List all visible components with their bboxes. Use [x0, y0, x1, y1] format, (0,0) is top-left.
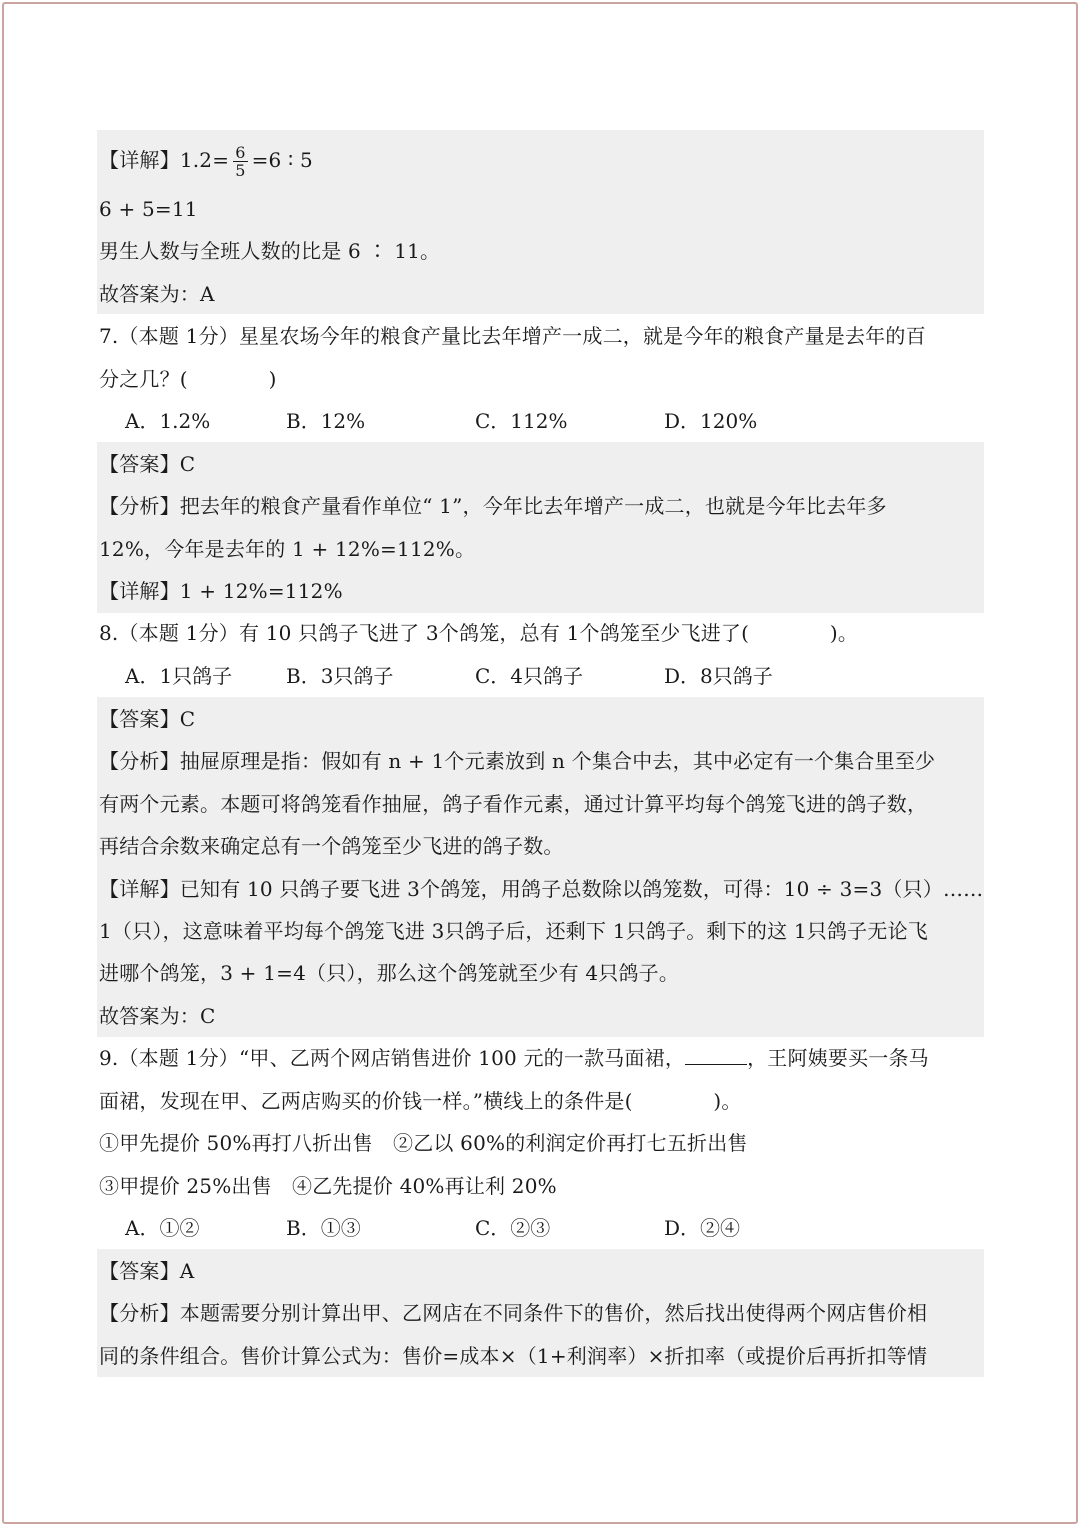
q8-answer: 【答案】C: [99, 707, 196, 731]
q9-analysis-line2: 同的条件组合。售价计算公式为：售价=成本×（1+利润率）×折扣率（或提价后再折扣等情: [99, 1344, 928, 1368]
q8-detail-line2: 1（只），这意味着平均每个鸽笼飞进 3只鸽子后，还剩下 1只鸽子。剩下的这 1只鸽子无论飞: [99, 919, 928, 943]
q8-option-a: A．1只鸽子: [125, 664, 233, 688]
q9-analysis-line1: 【分析】本题需要分别计算出甲、乙网店在不同条件下的售价，然后找出使得两个网店售价相: [99, 1301, 928, 1325]
q9-stem-line2: 面裙，发现在甲、乙两店购买的价钱一样。”横线上的条件是( )。: [99, 1089, 742, 1113]
q9-fill-blank: [685, 1048, 747, 1065]
q8-analysis-line1: 【分析】抽屉原理是指：假如有 n + 1个元素放到 n 个集合中去，其中必定有一个集合里至少: [99, 749, 936, 773]
q7-analysis-line1: 【分析】把去年的粮食产量看作单位“ 1”，今年比去年增产一成二，也就是今年比去年多: [99, 494, 887, 518]
q9-stem-part2: ，王阿姨要买一条马: [747, 1046, 929, 1070]
q8-option-b: B．3只鸽子: [286, 664, 394, 688]
q8-analysis-line3: 再结合余数来确定总有一个鸽笼至少飞进的鸽子数。: [99, 834, 564, 858]
detail-label: 【详解】: [99, 148, 180, 172]
q7-option-d: D．120%: [664, 409, 758, 433]
detail-lhs: 1.2=: [179, 148, 230, 172]
detail-rhs: =6 ∶ 5: [251, 148, 313, 172]
q8-conclusion: 故答案为：C: [99, 1004, 216, 1028]
q6-line2: 6 + 5=11: [99, 197, 198, 221]
q6-line3: 男生人数与全班人数的比是 6 ∶ 11。: [99, 239, 441, 263]
fraction-numerator: 6: [235, 143, 246, 162]
q9-option-a: A．①②: [125, 1216, 200, 1240]
q8-option-d: D．8只鸽子: [664, 664, 773, 688]
q8-detail-line1: 【详解】已知有 10 只鸽子要飞进 3个鸽笼，用鸽子总数除以鸽笼数，可得：10 ÷ 3=3（只）……: [99, 877, 984, 901]
q6-conclusion: 故答案为：A: [99, 282, 215, 306]
q9-stem-line1: [99, 1045, 985, 1071]
q7-stem-line2: 分之几？( ): [99, 367, 277, 391]
q9-option-d: D．②④: [664, 1216, 741, 1240]
q8-analysis-line2: 有两个元素。本题可将鸽笼看作抽屉，鸽子看作元素，通过计算平均每个鸽笼飞进的鸽子数，: [99, 792, 928, 816]
q9-conditions-line2: ③甲提价 25%出售 ④乙先提价 40%再让利 20%: [99, 1174, 557, 1198]
q7-analysis-line2: 12%，今年是去年的 1 + 12%=112%。: [99, 537, 476, 561]
q7-option-b: B．12%: [286, 409, 366, 433]
fraction-denominator: 5: [235, 161, 246, 179]
fraction: [233, 144, 247, 179]
q9-option-b: B．①③: [286, 1216, 361, 1240]
q9-option-c: C．②③: [475, 1216, 551, 1240]
q7-option-c: C．112%: [475, 409, 568, 433]
q8-option-c: C．4只鸽子: [475, 664, 584, 688]
q9-answer: 【答案】A: [99, 1259, 195, 1283]
q6-detail: [99, 142, 985, 179]
q9-stem-part1: 9.（本题 1分）“甲、乙两个网店销售进价 100 元的一款马面裙，: [99, 1046, 686, 1070]
q7-answer: 【答案】C: [99, 452, 196, 476]
q7-stem-line1: 7.（本题 1分）星星农场今年的粮食产量比去年增产一成二，就是今年的粮食产量是去年的百: [99, 324, 926, 348]
q7-option-a: A．1.2%: [125, 409, 211, 433]
q8-detail-line3: 进哪个鸽笼，3 + 1=4（只），那么这个鸽笼就至少有 4只鸽子。: [99, 961, 680, 985]
q8-stem: 8.（本题 1分）有 10 只鸽子飞进了 3个鸽笼，总有 1个鸽笼至少飞进了( )。: [99, 621, 859, 645]
q7-detail: 【详解】1 + 12%=112%: [99, 579, 343, 603]
q9-conditions-line1: ①甲先提价 50%再打八折出售 ②乙以 60%的利润定价再打七五折出售: [99, 1131, 748, 1155]
